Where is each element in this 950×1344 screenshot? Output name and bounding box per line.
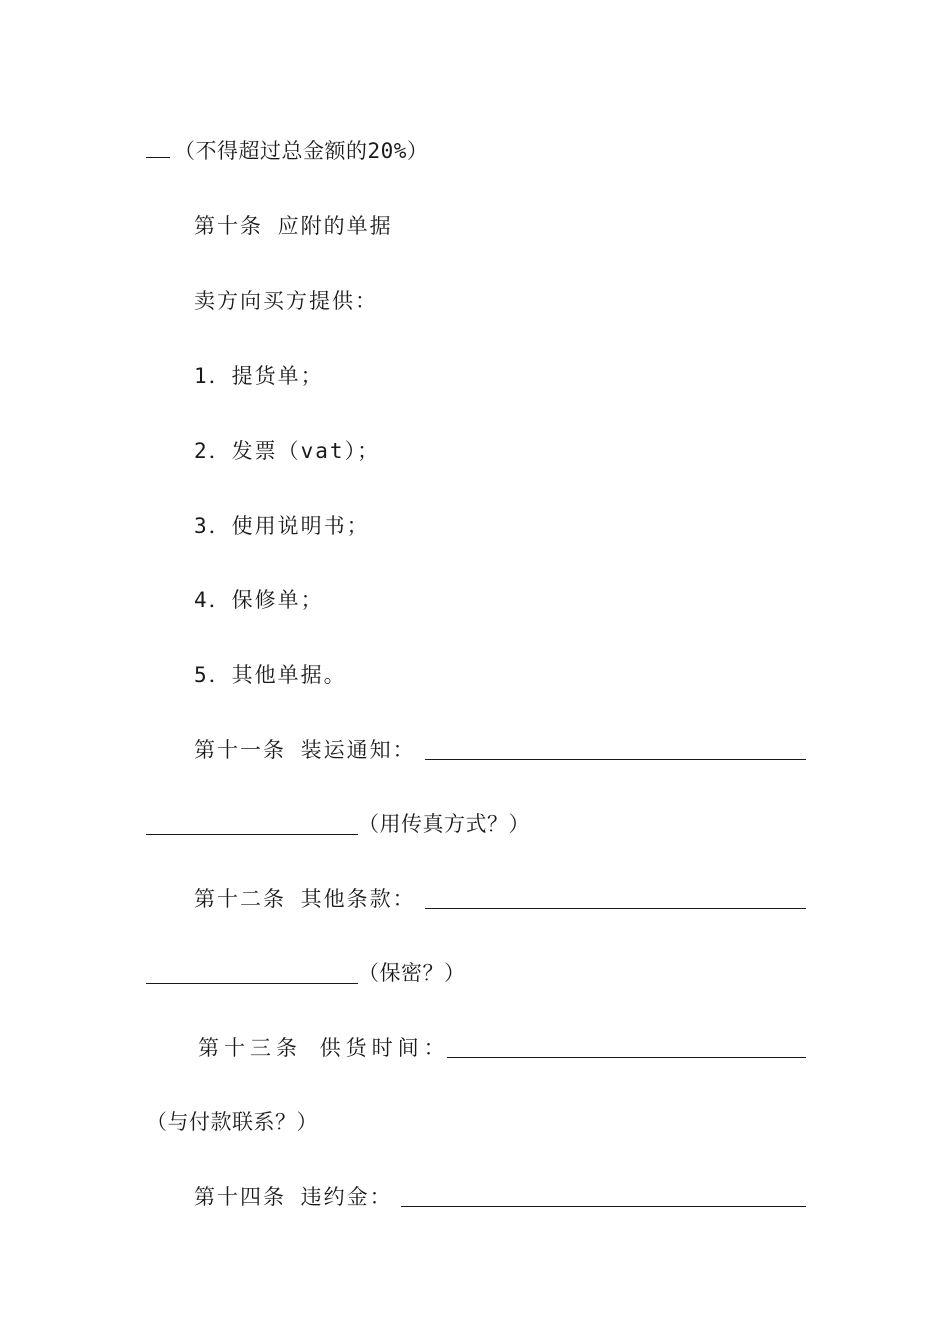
article-11-note: （用传真方式？）	[358, 812, 530, 836]
article-11-heading: 第十一条 装运通知：	[194, 738, 416, 762]
percent-limit-note: （不得超过总金额的20%）	[174, 139, 429, 163]
fill-blank[interactable]	[146, 157, 170, 158]
article-14-blank[interactable]	[401, 1206, 806, 1207]
doc-item-bill-of-lading: 1．提货单；	[194, 364, 324, 388]
doc-item-invoice: 2．发票（vat）；	[194, 439, 381, 463]
article-10-heading: 第十条 应附的单据	[194, 214, 393, 238]
article-12-blank-continued[interactable]	[146, 983, 358, 984]
doc-item-other: 5．其他单据。	[194, 663, 347, 687]
article-13-blank[interactable]	[447, 1057, 806, 1058]
seller-provides-text: 卖方向买方提供：	[194, 289, 378, 313]
article-13-heading: 第十三条 供货时间：	[198, 1036, 450, 1060]
article-14-heading: 第十四条 违约金：	[194, 1185, 393, 1209]
article-13-note: （与付款联系？）	[146, 1110, 318, 1134]
doc-item-warranty: 4．保修单；	[194, 588, 324, 612]
article-11-blank-continued[interactable]	[146, 834, 358, 835]
article-12-note: （保密？）	[358, 961, 466, 985]
article-11-blank[interactable]	[425, 759, 806, 760]
article-12-blank[interactable]	[425, 908, 806, 909]
doc-item-manual: 3．使用说明书；	[194, 514, 370, 538]
fill-blank-continuation	[146, 137, 428, 165]
article-12-heading: 第十二条 其他条款：	[194, 887, 416, 911]
